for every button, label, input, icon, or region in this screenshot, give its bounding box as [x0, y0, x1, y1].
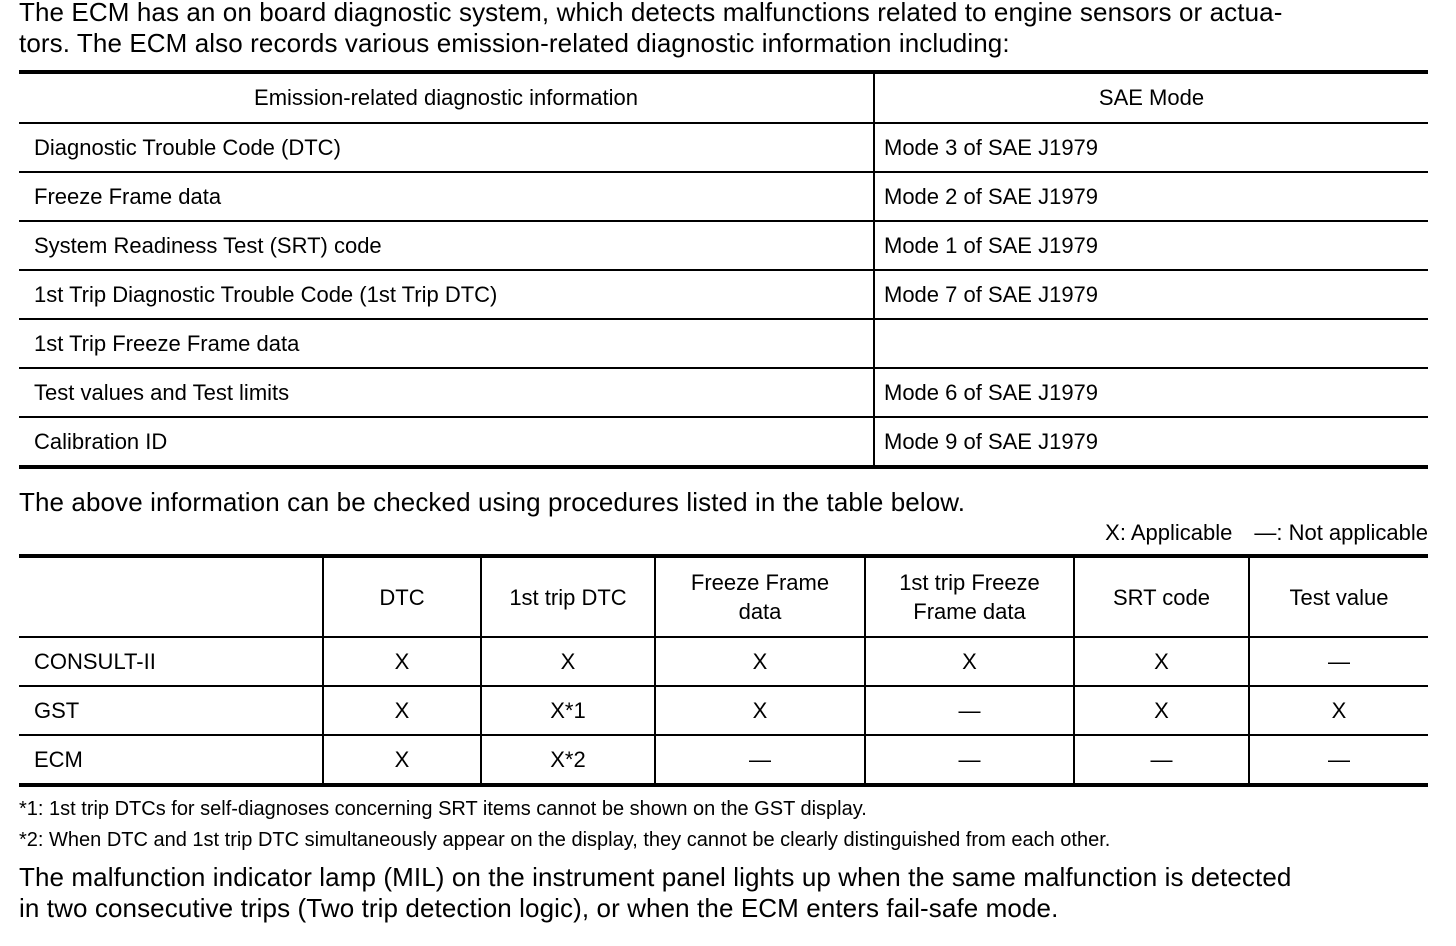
above-info-text: The above information can be checked using procedures listed in the table below.	[19, 487, 966, 517]
column-header-sae-mode: SAE Mode	[874, 72, 1428, 123]
applicability-cell: —	[1074, 735, 1249, 785]
info-cell: Test values and Test limits	[19, 368, 874, 417]
column-header	[19, 556, 323, 637]
info-cell: Calibration ID	[19, 417, 874, 467]
info-cell: 1st Trip Freeze Frame data	[19, 319, 874, 368]
table-header-row	[19, 72, 1428, 123]
mil-paragraph	[19, 862, 1434, 924]
applicability-cell: —	[1249, 637, 1428, 686]
table-row	[19, 221, 1428, 270]
legend-not-applicable: —: Not applicable	[1254, 520, 1428, 545]
intro-line-1: The ECM has an on board diagnostic system, which detects malfunctions related to engine sensors or actua-	[19, 0, 1283, 27]
applicability-cell: X	[323, 686, 481, 735]
applicability-cell: —	[655, 735, 865, 785]
footnote-2: *2: When DTC and 1st trip DTC simultaneously appear on the display, they cannot be clearly distinguished from each other.	[19, 829, 1111, 851]
applicability-cell: X	[865, 637, 1074, 686]
sae-mode-cell: Mode 9 of SAE J1979	[884, 428, 1099, 454]
table-row	[19, 735, 1428, 785]
info-cell: System Readiness Test (SRT) code	[19, 221, 874, 270]
column-header-line: data	[738, 599, 782, 624]
applicability-cell: —	[865, 686, 1074, 735]
info-cell: 1st Trip Diagnostic Trouble Code (1st Trip DTC)	[19, 270, 874, 319]
sae-mode-cell: Mode 7 of SAE J1979	[874, 270, 1428, 319]
mil-line-2: in two consecutive trips (Two trip detection logic), or when the ECM enters fail-safe mode.	[19, 893, 1059, 923]
table-row	[19, 686, 1428, 735]
table-header-row	[19, 556, 1428, 637]
column-header: 1st trip DTC	[481, 556, 655, 637]
table-row	[19, 417, 1428, 467]
table-row	[19, 123, 1428, 172]
column-header-line: Frame data	[913, 599, 1026, 624]
info-cell: Diagnostic Trouble Code (DTC)	[19, 123, 874, 172]
column-header	[655, 556, 865, 637]
legend-applicable: X: Applicable	[1105, 520, 1233, 545]
sae-mode-cell: Mode 6 of SAE J1979	[874, 368, 1428, 417]
table-row	[19, 368, 1428, 417]
sae-mode-cell	[874, 319, 1428, 368]
applicability-cell: X	[323, 637, 481, 686]
legend	[1105, 520, 1428, 546]
table-row	[19, 319, 1428, 368]
intro-paragraph	[19, 0, 1434, 59]
column-header: SRT code	[1074, 556, 1249, 637]
column-header-info: Emission-related diagnostic information	[19, 72, 874, 123]
row-label-cell: CONSULT-II	[19, 637, 323, 686]
table-row	[19, 637, 1428, 686]
emission-info-table	[19, 70, 1428, 469]
applicability-cell: —	[1328, 746, 1350, 772]
sae-mode-cell: Mode 1 of SAE J1979	[874, 221, 1428, 270]
applicability-cell: —	[865, 735, 1074, 785]
column-header-line: Freeze Frame	[690, 570, 830, 595]
info-cell: Freeze Frame data	[19, 172, 874, 221]
table-row	[19, 172, 1428, 221]
applicability-cell: X	[655, 637, 865, 686]
procedure-table	[19, 554, 1428, 787]
applicability-cell: X*1	[481, 686, 655, 735]
row-label-cell: ECM	[19, 735, 323, 785]
sae-mode-cell: Mode 2 of SAE J1979	[874, 172, 1428, 221]
footnote-1: *1: 1st trip DTCs for self-diagnoses concerning SRT items cannot be shown on the GST display.	[19, 798, 867, 820]
column-header: Test value	[1249, 556, 1428, 637]
column-header: DTC	[323, 556, 481, 637]
applicability-cell: X	[1074, 686, 1249, 735]
sae-mode-cell: Mode 3 of SAE J1979	[874, 123, 1428, 172]
applicability-cell: X	[1074, 637, 1249, 686]
applicability-cell: X	[481, 637, 655, 686]
applicability-cell: X	[655, 686, 865, 735]
mil-line-1: The malfunction indicator lamp (MIL) on the instrument panel lights up when the same malfunction is detected	[19, 862, 1292, 892]
table-row	[19, 270, 1428, 319]
column-header	[865, 556, 1074, 637]
applicability-cell: X	[1249, 686, 1428, 735]
column-header-line: 1st trip Freeze	[899, 570, 1040, 595]
applicability-cell: X*2	[481, 735, 655, 785]
applicability-cell: X	[323, 735, 481, 785]
intro-line-2: tors. The ECM also records various emission-related diagnostic information including:	[19, 28, 1010, 58]
row-label-cell: GST	[19, 686, 323, 735]
